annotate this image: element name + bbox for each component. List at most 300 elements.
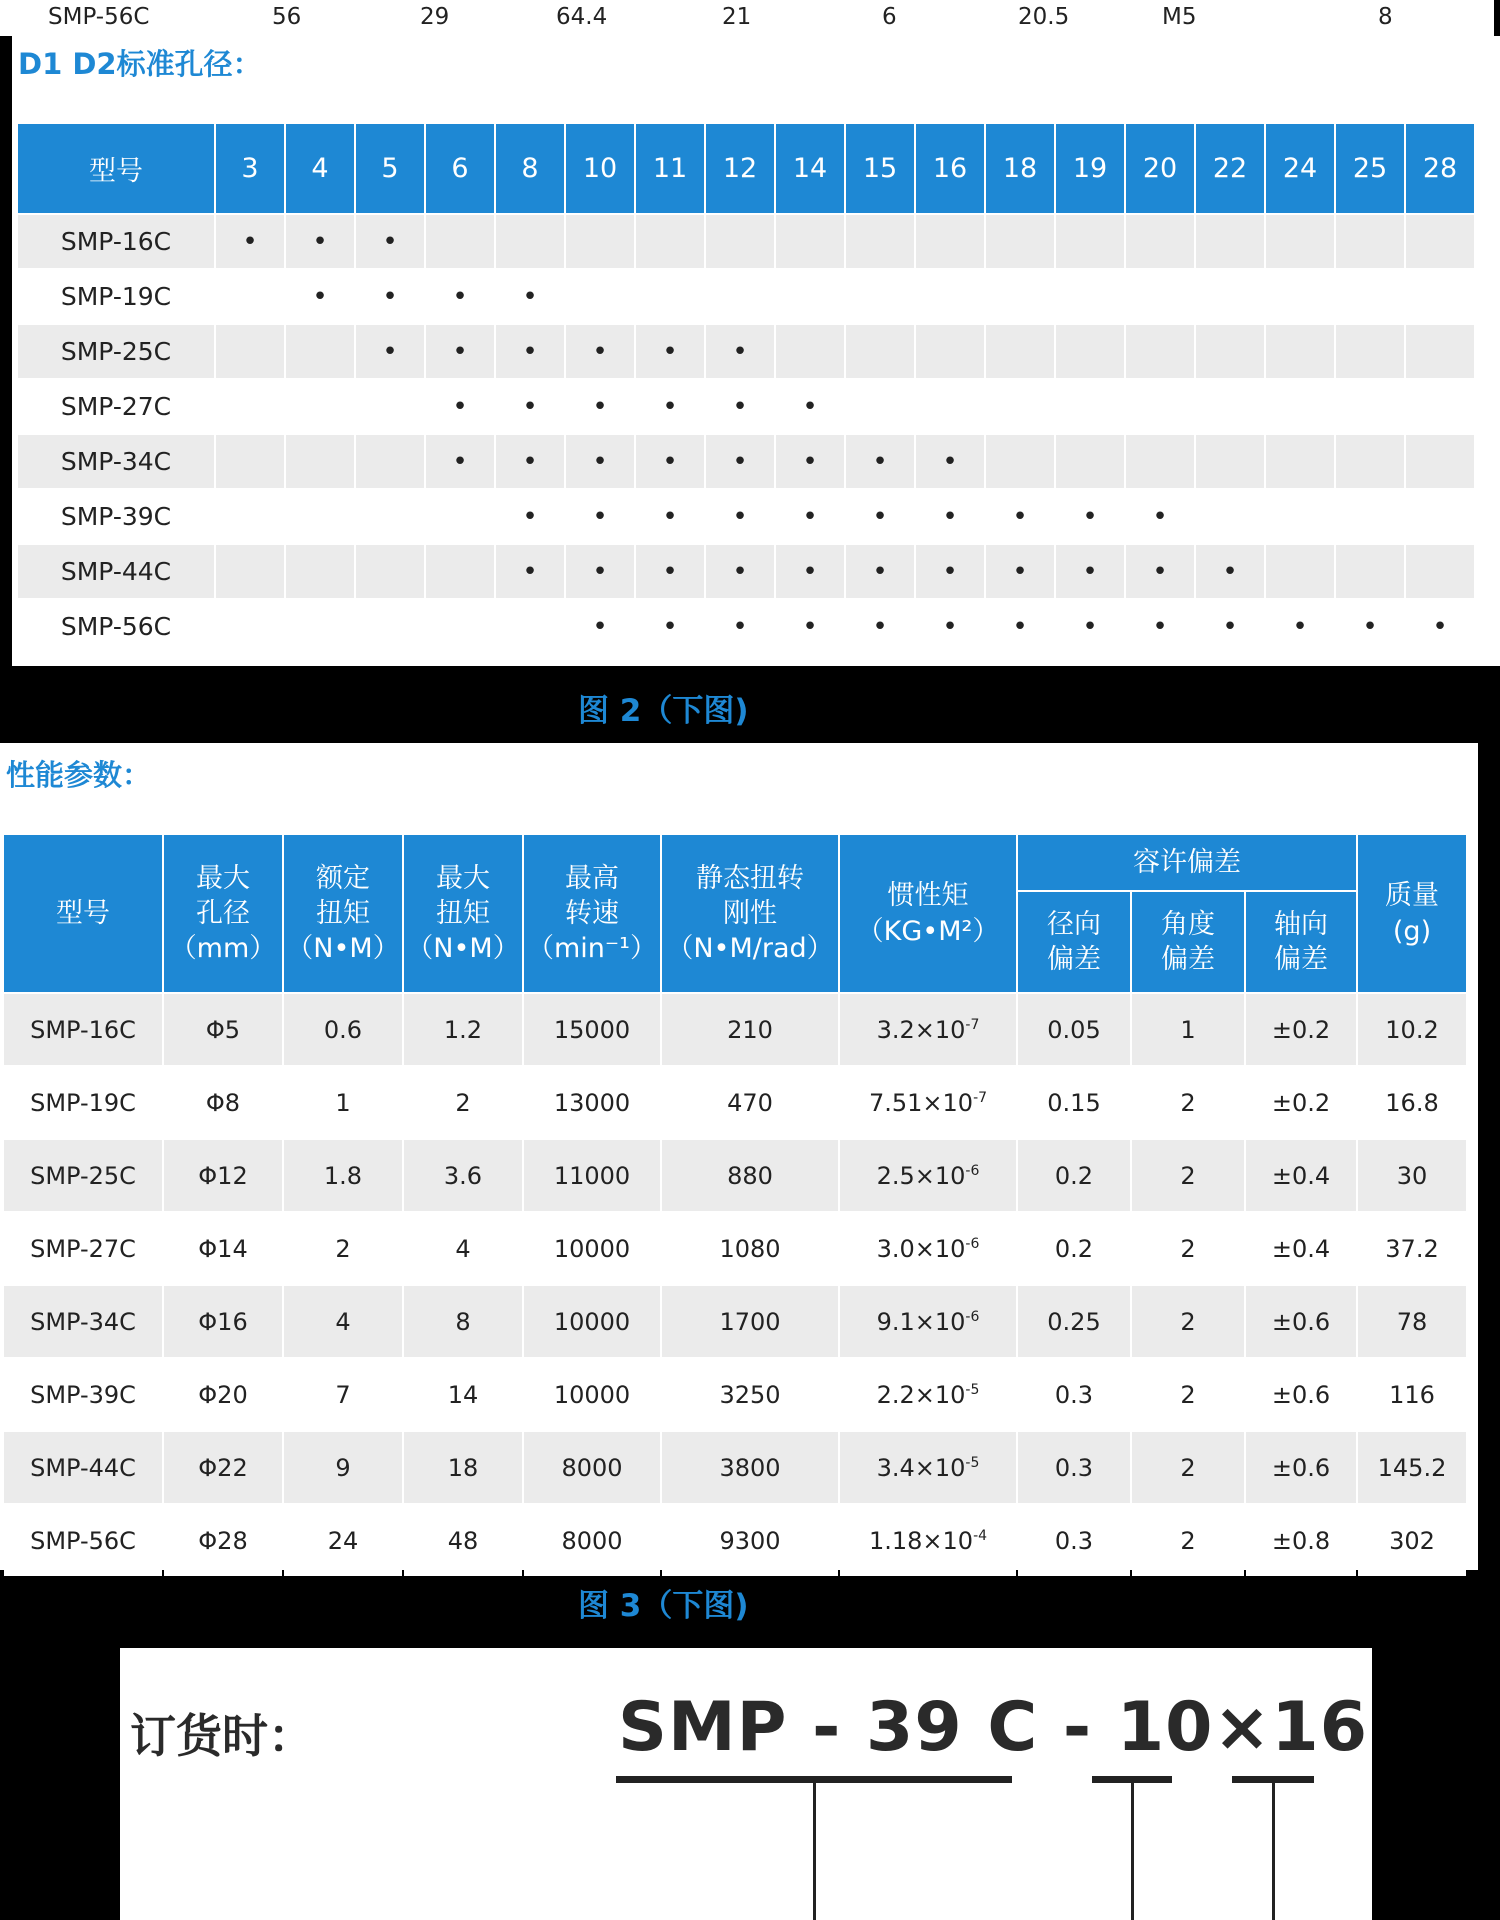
- perf-mass: 302: [1358, 1505, 1466, 1576]
- perf-model: SMP-56C: [4, 1505, 162, 1576]
- bore-available-dot: •: [662, 501, 678, 532]
- perf-header-model: 型号: [4, 835, 162, 992]
- bore-row: [18, 325, 1474, 378]
- bore-cell: [916, 490, 984, 543]
- perf-radial: 0.2: [1018, 1213, 1130, 1284]
- inertia-exponent: -5: [965, 1454, 980, 1471]
- bore-cell: [1126, 545, 1194, 598]
- perf-model: SMP-39C: [4, 1359, 162, 1430]
- perf-row: [4, 1505, 1466, 1576]
- bore-cell: [706, 325, 774, 378]
- bore-section-title: D1 D2标准孔径：: [18, 47, 262, 81]
- perf-model: SMP-27C: [4, 1213, 162, 1284]
- header-line: 最高: [565, 862, 619, 894]
- performance-panel: [0, 743, 1478, 1570]
- top-row-cell: 56: [272, 4, 302, 30]
- bore-available-dot: •: [802, 391, 818, 422]
- bore-header-size: 22: [1196, 124, 1264, 213]
- bore-available-dot: •: [1152, 611, 1168, 642]
- bore-cell: [1056, 435, 1124, 488]
- bore-available-dot: •: [942, 501, 958, 532]
- bore-cell: [566, 215, 634, 268]
- perf-max-speed: 10000: [524, 1286, 660, 1357]
- bore-available-dot: •: [1222, 611, 1238, 642]
- bore-cell: [496, 325, 564, 378]
- bore-cell: [216, 380, 284, 433]
- bore-cell: [426, 325, 494, 378]
- inertia-exponent: -7: [973, 1089, 988, 1106]
- bore-available-dot: •: [592, 446, 608, 477]
- perf-max-torque: 3.6: [404, 1140, 522, 1211]
- bore-header-size: 15: [846, 124, 914, 213]
- order-underline-d2: [1232, 1776, 1314, 1783]
- performance-table: [2, 833, 1468, 1578]
- bore-cell: [1266, 490, 1334, 543]
- perf-angular: 2: [1132, 1140, 1244, 1211]
- bore-row-model: SMP-25C: [18, 325, 214, 378]
- bore-available-dot: •: [802, 556, 818, 587]
- bore-available-dot: •: [942, 446, 958, 477]
- perf-max-torque: 1.2: [404, 994, 522, 1065]
- perf-angular: 2: [1132, 1213, 1244, 1284]
- bore-row-model: SMP-16C: [18, 215, 214, 268]
- bore-header-size: 12: [706, 124, 774, 213]
- perf-axial: ±0.6: [1246, 1359, 1356, 1430]
- top-row-model: SMP-56C: [48, 4, 150, 30]
- bore-cell: [216, 435, 284, 488]
- header-line: 扭矩: [436, 897, 490, 929]
- bore-available-dot: •: [662, 391, 678, 422]
- bore-cell: [1336, 600, 1404, 653]
- bore-cell: [286, 380, 354, 433]
- header-line: （mm）: [169, 933, 277, 965]
- order-panel: [120, 1648, 1372, 1920]
- header-line: 转速: [565, 897, 619, 929]
- perf-inertia: [840, 1067, 1016, 1138]
- perf-inertia: [840, 1359, 1016, 1430]
- header-line: 轴向: [1274, 908, 1328, 940]
- inertia-base: 3.2×10: [876, 1015, 966, 1044]
- perf-axial: ±0.2: [1246, 1067, 1356, 1138]
- bore-cell: [566, 435, 634, 488]
- bore-cell: [776, 600, 844, 653]
- perf-max-bore: Φ16: [164, 1286, 282, 1357]
- perf-radial: 0.3: [1018, 1432, 1130, 1503]
- bore-cell: [846, 600, 914, 653]
- order-label: 订货时：: [130, 1709, 314, 1763]
- bore-cell: [496, 600, 564, 653]
- inertia-base: 3.4×10: [876, 1453, 966, 1482]
- bore-available-dot: •: [1082, 611, 1098, 642]
- bore-available-dot: •: [802, 501, 818, 532]
- bore-cell: [356, 380, 424, 433]
- bore-available-dot: •: [242, 226, 258, 257]
- bore-cell: [1196, 380, 1264, 433]
- bore-panel: [12, 36, 1500, 666]
- bore-header-size: 6: [426, 124, 494, 213]
- bore-cell: [286, 325, 354, 378]
- bore-available-dot: •: [522, 336, 538, 367]
- bore-cell: [706, 270, 774, 323]
- perf-rated-torque: 24: [284, 1505, 402, 1576]
- bore-cell: [986, 380, 1054, 433]
- header-line: 扭矩: [316, 897, 370, 929]
- bore-row-model: SMP-44C: [18, 545, 214, 598]
- bore-cell: [1266, 380, 1334, 433]
- bore-available-dot: •: [592, 336, 608, 367]
- perf-angular: 2: [1132, 1067, 1244, 1138]
- bore-available-dot: •: [592, 611, 608, 642]
- order-underline-d1: [1092, 1776, 1172, 1783]
- bore-cell: [1406, 215, 1474, 268]
- bore-available-dot: •: [1012, 556, 1028, 587]
- bore-available-dot: •: [382, 226, 398, 257]
- bore-cell: [426, 435, 494, 488]
- bore-cell: [566, 380, 634, 433]
- perf-angular: 2: [1132, 1359, 1244, 1430]
- perf-angular: 2: [1132, 1505, 1244, 1576]
- bore-cell: [776, 545, 844, 598]
- bore-available-dot: •: [592, 556, 608, 587]
- bore-row-model: SMP-39C: [18, 490, 214, 543]
- perf-stiffness: 470: [662, 1067, 838, 1138]
- perf-max-bore: Φ8: [164, 1067, 282, 1138]
- bore-cell: [566, 490, 634, 543]
- bore-cell: [986, 325, 1054, 378]
- bore-header-size: 14: [776, 124, 844, 213]
- perf-rated-torque: 1: [284, 1067, 402, 1138]
- bore-cell: [636, 490, 704, 543]
- perf-header-max-bore: [164, 835, 282, 992]
- bore-cell: [1196, 435, 1264, 488]
- perf-header-max-speed: [524, 835, 660, 992]
- perf-stiffness: 210: [662, 994, 838, 1065]
- top-right-edge: [1494, 0, 1500, 36]
- bore-cell: [776, 270, 844, 323]
- perf-max-speed: 13000: [524, 1067, 660, 1138]
- bore-cell: [706, 215, 774, 268]
- bore-cell: [216, 545, 284, 598]
- bore-available-dot: •: [662, 336, 678, 367]
- bore-available-dot: •: [592, 501, 608, 532]
- bore-available-dot: •: [942, 611, 958, 642]
- figure-caption-3: 图 3（下图): [578, 1588, 749, 1624]
- perf-header-radial: [1018, 892, 1130, 992]
- bore-available-dot: •: [382, 281, 398, 312]
- perf-max-bore: Φ14: [164, 1213, 282, 1284]
- inertia-exponent: -6: [965, 1162, 980, 1179]
- bore-cell: [356, 215, 424, 268]
- perf-header-rated-torque: [284, 835, 402, 992]
- top-partial-row: [0, 0, 1500, 36]
- bore-row-model: SMP-56C: [18, 600, 214, 653]
- perf-axial: ±0.8: [1246, 1505, 1356, 1576]
- perf-rated-torque: 2: [284, 1213, 402, 1284]
- bore-cell: [1126, 325, 1194, 378]
- bore-cell: [1196, 600, 1264, 653]
- perf-row: [4, 1359, 1466, 1430]
- bore-row: [18, 215, 1474, 268]
- perf-max-speed: 8000: [524, 1505, 660, 1576]
- perf-mass: 116: [1358, 1359, 1466, 1430]
- perf-rated-torque: 0.6: [284, 994, 402, 1065]
- header-line: 偏差: [1274, 944, 1328, 975]
- perf-mass: 30: [1358, 1140, 1466, 1211]
- bore-cell: [1406, 490, 1474, 543]
- bore-cell: [986, 270, 1054, 323]
- perf-header-inertia: [840, 835, 1016, 992]
- header-line: （N•M/rad）: [666, 933, 834, 965]
- bore-cell: [1336, 490, 1404, 543]
- header-line: 孔径: [196, 897, 250, 929]
- perf-inertia: [840, 1432, 1016, 1503]
- perf-rated-torque: 1.8: [284, 1140, 402, 1211]
- bore-cell: [1406, 545, 1474, 598]
- inertia-exponent: -4: [973, 1527, 988, 1544]
- inertia-exponent: -7: [965, 1016, 980, 1033]
- bore-cell: [1266, 215, 1334, 268]
- header-line: 偏差: [1047, 944, 1101, 975]
- bore-header-size: 28: [1406, 124, 1474, 213]
- bore-cell: [1056, 215, 1124, 268]
- header-line: （N•M）: [406, 933, 520, 965]
- bore-header-size: 4: [286, 124, 354, 213]
- perf-header-mass: [1358, 835, 1466, 992]
- order-code: SMP - 39 C - 10×16: [618, 1688, 1369, 1767]
- bore-cell: [286, 490, 354, 543]
- bore-cell: [566, 270, 634, 323]
- bore-cell: [776, 490, 844, 543]
- bore-available-dot: •: [732, 336, 748, 367]
- perf-header-axial: [1246, 892, 1356, 992]
- perf-model: SMP-16C: [4, 994, 162, 1065]
- bore-available-dot: •: [1152, 556, 1168, 587]
- bore-available-dot: •: [382, 336, 398, 367]
- bore-cell: [636, 270, 704, 323]
- bore-cell: [496, 380, 564, 433]
- perf-header-tolerance: 容许偏差: [1018, 835, 1356, 890]
- perf-max-bore: Φ20: [164, 1359, 282, 1430]
- perf-row: [4, 1286, 1466, 1357]
- bore-cell: [286, 270, 354, 323]
- bore-header-size: 10: [566, 124, 634, 213]
- top-row-cell: 8: [1378, 4, 1393, 30]
- bore-cell: [1336, 325, 1404, 378]
- bore-available-dot: •: [522, 556, 538, 587]
- header-line: 刚性: [723, 897, 777, 929]
- bore-cell: [426, 600, 494, 653]
- perf-rated-torque: 7: [284, 1359, 402, 1430]
- bore-cell: [1056, 600, 1124, 653]
- bore-cell: [706, 380, 774, 433]
- bore-cell: [776, 435, 844, 488]
- bore-cell: [356, 490, 424, 543]
- bore-cell: [1056, 325, 1124, 378]
- bore-cell: [216, 270, 284, 323]
- header-line: （N•M）: [286, 933, 400, 965]
- perf-header-max-torque: [404, 835, 522, 992]
- bore-cell: [916, 380, 984, 433]
- inertia-exponent: -6: [965, 1308, 980, 1325]
- header-line: 质量: [1385, 880, 1439, 912]
- bore-available-dot: •: [662, 556, 678, 587]
- header-line: （KG•M²）: [856, 915, 1000, 947]
- bore-cell: [1336, 435, 1404, 488]
- perf-max-speed: 15000: [524, 994, 660, 1065]
- bore-cell: [1196, 545, 1264, 598]
- bore-cell: [496, 435, 564, 488]
- bore-cell: [636, 325, 704, 378]
- bore-cell: [1266, 545, 1334, 598]
- bore-cell: [1126, 600, 1194, 653]
- inertia-base: 2.5×10: [876, 1161, 966, 1190]
- bore-row: [18, 270, 1474, 323]
- bore-cell: [286, 600, 354, 653]
- perf-radial: 0.05: [1018, 994, 1130, 1065]
- perf-rated-torque: 4: [284, 1286, 402, 1357]
- perf-axial: ±0.4: [1246, 1140, 1356, 1211]
- bore-available-dot: •: [522, 281, 538, 312]
- perf-inertia: [840, 1213, 1016, 1284]
- perf-angular: 2: [1132, 1286, 1244, 1357]
- bore-available-dot: •: [872, 501, 888, 532]
- bore-cell: [916, 325, 984, 378]
- bore-row-model: SMP-34C: [18, 435, 214, 488]
- bore-row: [18, 435, 1474, 488]
- bore-cell: [636, 545, 704, 598]
- bore-cell: [636, 380, 704, 433]
- perf-header-stiffness: [662, 835, 838, 992]
- bore-cell: [916, 600, 984, 653]
- bore-cell: [846, 545, 914, 598]
- perf-row: [4, 1432, 1466, 1503]
- perf-inertia: [840, 1286, 1016, 1357]
- perf-mass: 78: [1358, 1286, 1466, 1357]
- bore-row: [18, 380, 1474, 433]
- bore-cell: [916, 215, 984, 268]
- top-row-cell: 29: [420, 4, 450, 30]
- bore-available-dot: •: [872, 446, 888, 477]
- perf-mass: 10.2: [1358, 994, 1466, 1065]
- bore-cell: [986, 490, 1054, 543]
- perf-max-bore: Φ22: [164, 1432, 282, 1503]
- bore-cell: [776, 215, 844, 268]
- bore-cell: [846, 270, 914, 323]
- bore-cell: [356, 270, 424, 323]
- bore-header-size: 19: [1056, 124, 1124, 213]
- bore-header-size: 8: [496, 124, 564, 213]
- bore-cell: [776, 380, 844, 433]
- bore-available-dot: •: [802, 611, 818, 642]
- bore-available-dot: •: [312, 226, 328, 257]
- header-line: （min⁻¹）: [527, 933, 657, 965]
- bore-available-dot: •: [732, 556, 748, 587]
- bore-cell: [1266, 600, 1334, 653]
- bore-available-dot: •: [872, 556, 888, 587]
- bore-cell: [1196, 270, 1264, 323]
- bore-cell: [706, 600, 774, 653]
- bore-header-size: 18: [986, 124, 1054, 213]
- perf-stiffness: 1080: [662, 1213, 838, 1284]
- bore-cell: [846, 380, 914, 433]
- bore-cell: [916, 435, 984, 488]
- bore-cell: [426, 490, 494, 543]
- bore-cell: [1336, 545, 1404, 598]
- perf-radial: 0.2: [1018, 1140, 1130, 1211]
- bore-available-dot: •: [452, 446, 468, 477]
- perf-inertia: [840, 994, 1016, 1065]
- bore-cell: [1056, 545, 1124, 598]
- bore-cell: [1406, 380, 1474, 433]
- bore-cell: [846, 215, 914, 268]
- header-line: 惯性矩: [887, 880, 969, 912]
- bore-cell: [986, 600, 1054, 653]
- bore-cell: [706, 545, 774, 598]
- bore-cell: [1196, 215, 1264, 268]
- bore-available-dot: •: [732, 446, 748, 477]
- perf-model: SMP-44C: [4, 1432, 162, 1503]
- bore-available-dot: •: [872, 611, 888, 642]
- bore-header-size: 20: [1126, 124, 1194, 213]
- perf-radial: 0.15: [1018, 1067, 1130, 1138]
- perf-rated-torque: 9: [284, 1432, 402, 1503]
- bore-cell: [426, 545, 494, 598]
- bore-header-model: 型号: [18, 124, 214, 213]
- perf-max-bore: Φ28: [164, 1505, 282, 1576]
- bore-cell: [846, 325, 914, 378]
- bore-cell: [1126, 380, 1194, 433]
- bore-cell: [846, 435, 914, 488]
- bore-available-dot: •: [1012, 501, 1028, 532]
- bore-cell: [1056, 380, 1124, 433]
- bore-header-size: 25: [1336, 124, 1404, 213]
- perf-row: [4, 1067, 1466, 1138]
- bore-available-dot: •: [452, 281, 468, 312]
- header-line: 径向: [1047, 908, 1101, 940]
- bore-header-size: 11: [636, 124, 704, 213]
- bore-cell: [1126, 215, 1194, 268]
- perf-max-bore: Φ12: [164, 1140, 282, 1211]
- header-line: 角度: [1161, 908, 1215, 940]
- perf-max-torque: 48: [404, 1505, 522, 1576]
- inertia-base: 7.51×10: [868, 1088, 974, 1117]
- bore-cell: [706, 435, 774, 488]
- order-underline-model: [616, 1776, 1012, 1783]
- bore-row-model: SMP-27C: [18, 380, 214, 433]
- bore-cell: [356, 435, 424, 488]
- bore-row-model: SMP-19C: [18, 270, 214, 323]
- bore-available-dot: •: [1152, 501, 1168, 532]
- bore-available-dot: •: [1012, 611, 1028, 642]
- bore-cell: [286, 435, 354, 488]
- bore-cell: [1056, 270, 1124, 323]
- bore-cell: [1266, 325, 1334, 378]
- bore-cell: [566, 325, 634, 378]
- bore-cell: [496, 215, 564, 268]
- bore-cell: [636, 215, 704, 268]
- perf-model: SMP-19C: [4, 1067, 162, 1138]
- perf-max-torque: 18: [404, 1432, 522, 1503]
- bore-available-dot: •: [732, 391, 748, 422]
- bore-cell: [216, 600, 284, 653]
- bore-available-dot: •: [662, 611, 678, 642]
- inertia-base: 9.1×10: [876, 1307, 966, 1336]
- bore-available-dot: •: [522, 501, 538, 532]
- bore-cell: [916, 270, 984, 323]
- bore-header-size: 16: [916, 124, 984, 213]
- bore-cell: [706, 490, 774, 543]
- bore-cell: [426, 380, 494, 433]
